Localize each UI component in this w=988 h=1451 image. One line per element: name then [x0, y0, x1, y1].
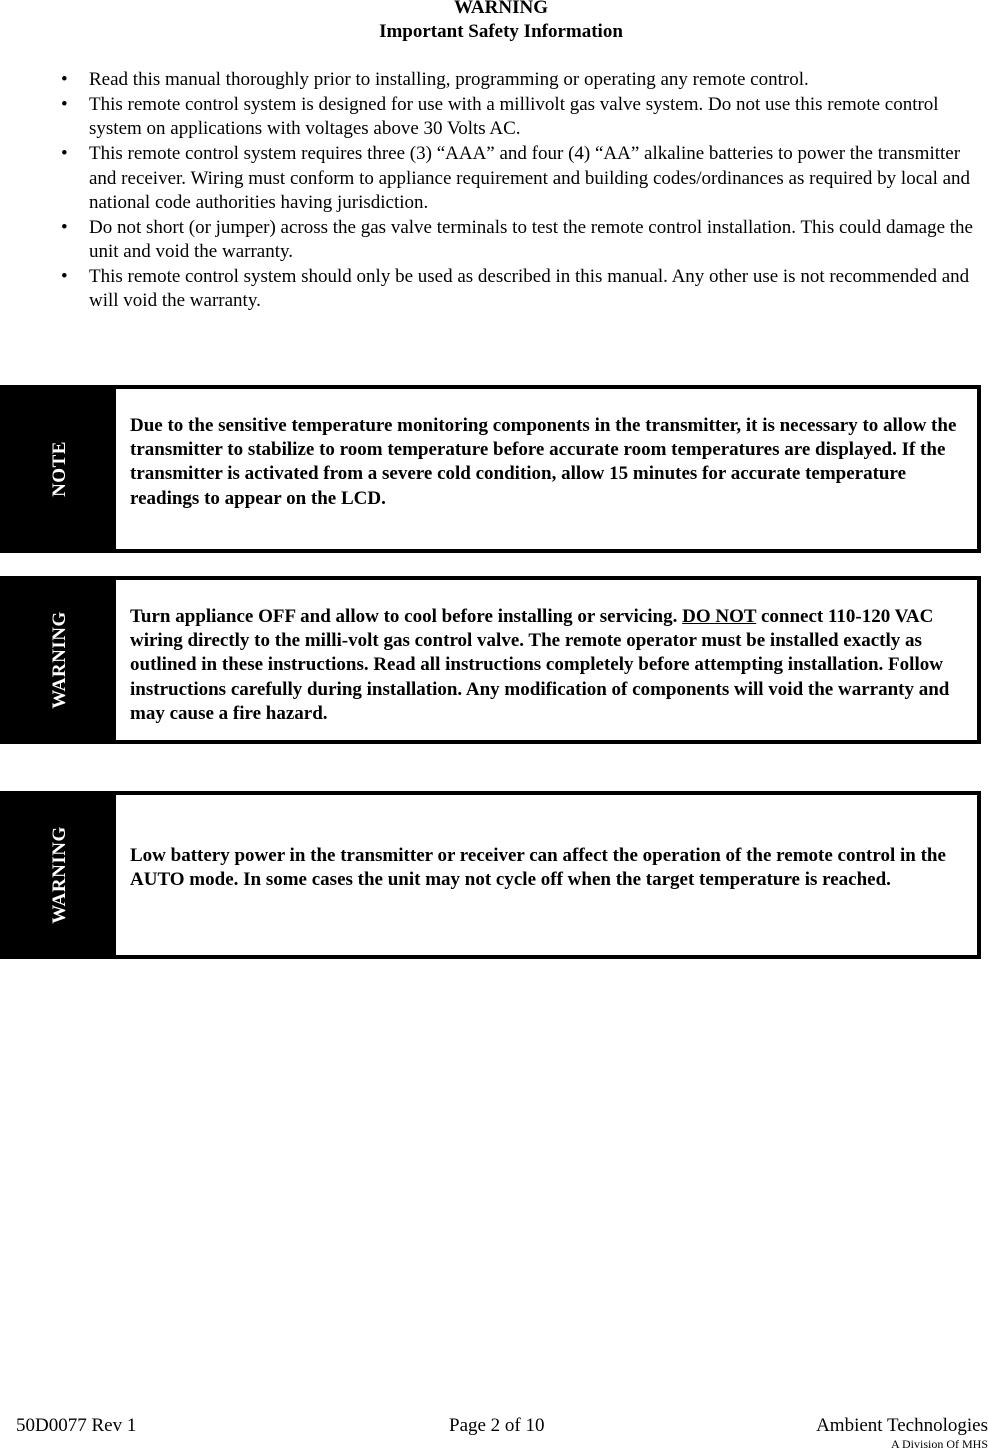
installation-warning-box — [0, 576, 981, 744]
footer-company: Ambient Technologies — [816, 1415, 988, 1436]
safety-bullet-list — [0, 68, 988, 314]
bullet-item — [0, 68, 988, 92]
footer-doc-number: 50D0077 Rev 1 — [16, 1415, 137, 1436]
bullet-icon: • — [61, 266, 68, 288]
note-side-panel — [4, 389, 116, 549]
bullet-icon: • — [61, 143, 68, 165]
battery-warning-box — [0, 791, 981, 959]
do-not-emphasis: DO NOT — [682, 606, 757, 627]
bullet-item — [0, 265, 988, 314]
bullet-text: This remote control system should only be used as described in this manual. Any other use is not recommended and will void the warranty. — [89, 266, 970, 312]
page-subtitle: Important Safety Information — [379, 21, 623, 42]
bullet-text: This remote control system requires three (3) “AAA” and four (4) “AA” alkaline batteries to power the transmitter and receiver. Wiring must conform to appliance requirement and building codes/ordinances as required by local and national code authorities having jurisdiction. — [89, 143, 971, 213]
bullet-item — [0, 216, 988, 265]
bullet-text: Do not short (or jumper) across the gas valve terminals to test the remote control installation. This could damage the unit and void the warranty. — [89, 216, 973, 263]
bullet-item — [0, 142, 988, 215]
footer-page-number: Page 2 of 10 — [449, 1415, 545, 1436]
bullet-text: This remote control system is designed for use with a millivolt gas valve system. Do not use this remote control system on applications with voltages above 30 Volts AC. — [89, 93, 939, 140]
installation-warning-text-part1: Turn appliance OFF and allow to cool before installing or servicing. — [130, 606, 683, 627]
bullet-icon: • — [61, 69, 68, 90]
bullet-item — [0, 93, 988, 142]
bullet-icon: • — [61, 93, 68, 115]
battery-warning-label: WARNING — [49, 826, 70, 924]
note-text: Due to the sensitive temperature monitoring components in the transmitter, it is necessary to allow the transmitter to stabilize to room temperature before accurate room temperatures are displayed. If the transmitter is activated from a severe cold condition, allow 15 minutes for accurate temperature readings to appear on the LCD. — [130, 415, 957, 509]
page-heading-warning: WARNING — [454, 0, 548, 18]
bullet-icon: • — [61, 216, 68, 238]
battery-warning-side-panel — [4, 795, 116, 955]
installation-warning-side-panel — [4, 580, 116, 740]
note-box — [0, 385, 981, 553]
battery-warning-text: Low battery power in the transmitter or receiver can affect the operation of the remote control in the AUTO mode. In some cases the unit may not cycle off when the target temperature is reached. — [130, 845, 946, 891]
installation-warning-text — [130, 605, 971, 726]
installation-warning-text-part2: connect 110-120 VAC wiring directly to the milli-volt gas control valve. The remote operator must be installed exactly as outlined in these instructions. Read all instructions completely before attempting installation. Follow instructions carefully during installation. Any modification of components will void the warranty and may cause a fire hazard. — [130, 606, 950, 724]
footer-division: A Division Of MHS — [890, 1437, 988, 1451]
note-label: NOTE — [49, 441, 70, 497]
installation-warning-label: WARNING — [49, 611, 70, 709]
bullet-text: Read this manual thoroughly prior to installing, programming or operating any remote control. — [89, 69, 809, 90]
